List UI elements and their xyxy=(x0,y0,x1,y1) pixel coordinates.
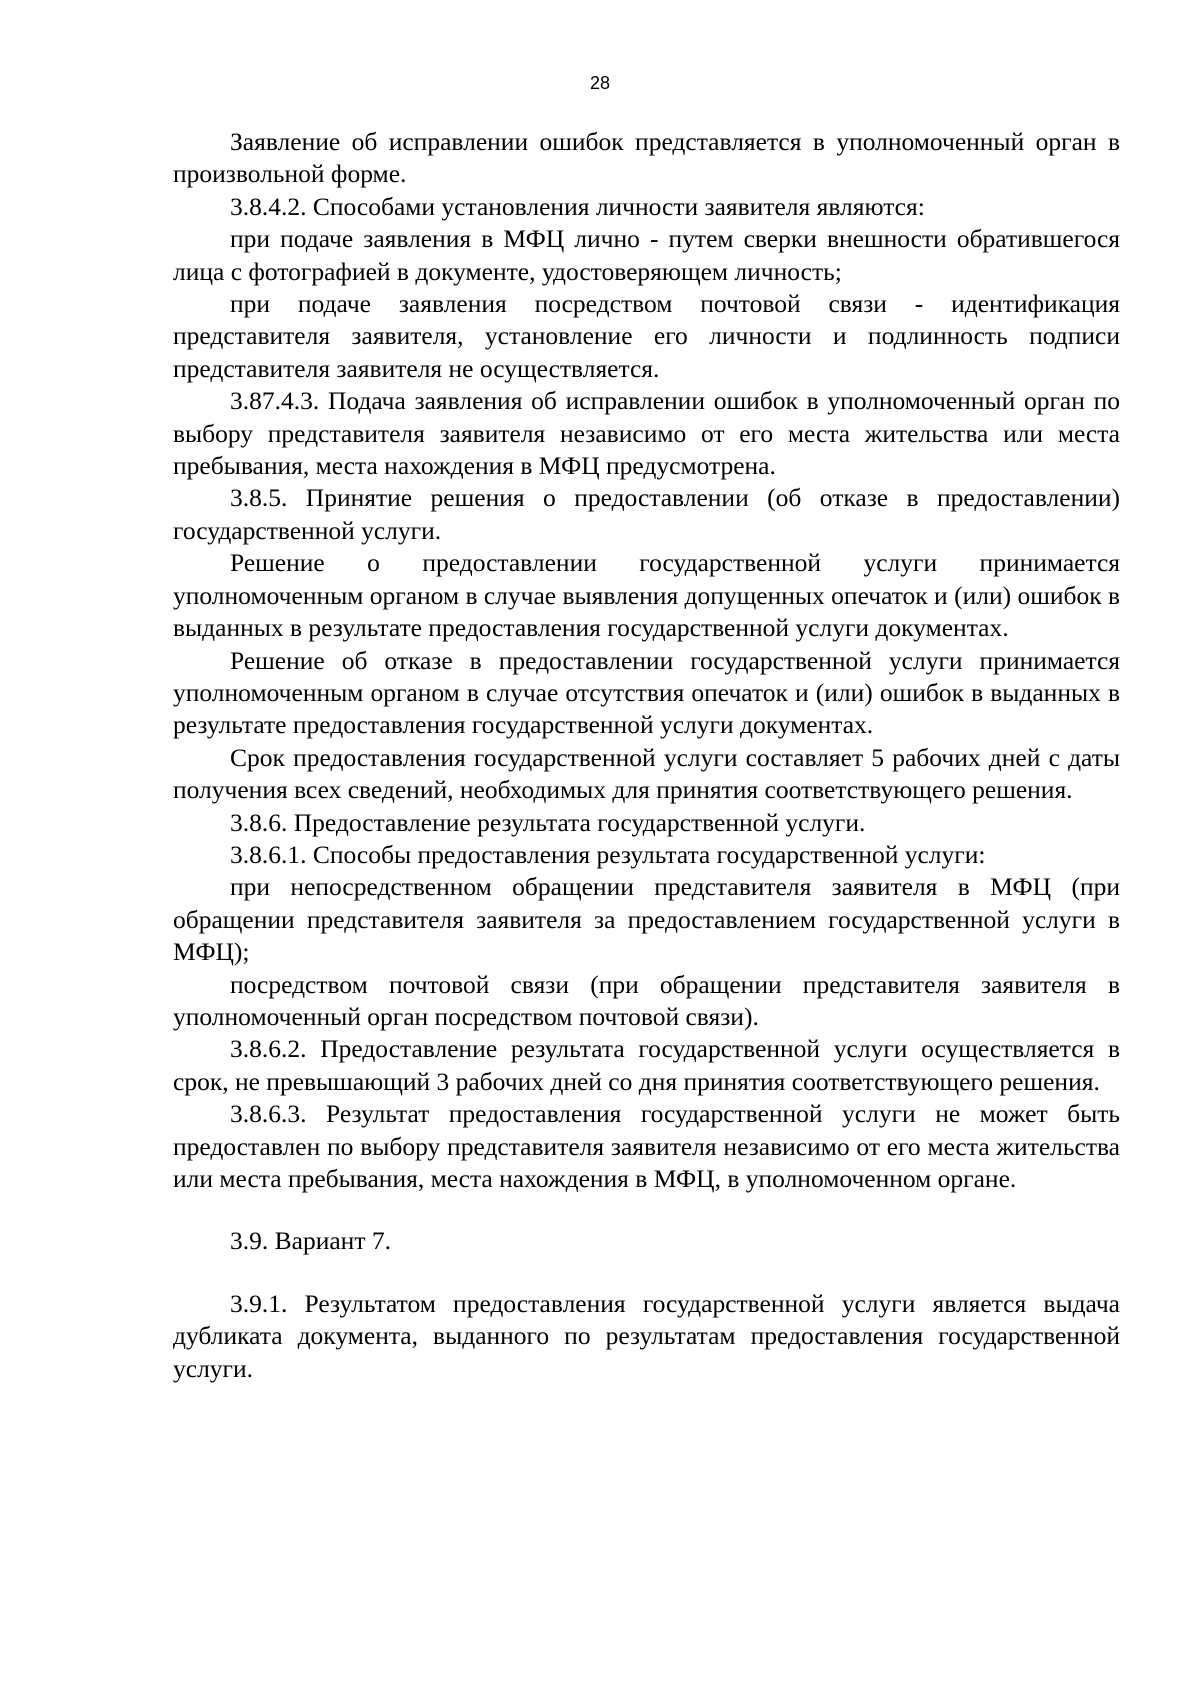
paragraph: 3.8.6.2. Предоставление результата государственной услуги осуществляется в срок, не превышающий 3 рабочих дней со дня принятия соответствующего решения. xyxy=(173,1034,1120,1096)
paragraph: посредством почтовой связи (при обращении представителя заявителя в уполномоченный орган посредством почтовой связи). xyxy=(173,969,1120,1031)
section-heading: 3.9. Вариант 7. xyxy=(230,1226,391,1256)
document-body xyxy=(173,126,1120,1385)
paragraph: 3.87.4.3. Подача заявления об исправлении ошибок в уполномоченный орган по выбору представителя заявителя независимо от его места жительства или места пребывания, места нахождения в МФЦ предусмотрена. xyxy=(173,386,1120,481)
paragraph: Заявление об исправлении ошибок представляется в уполномоченный орган в произвольной форме. xyxy=(173,127,1120,189)
paragraph: Решение об отказе в предоставлении государственной услуги принимается уполномоченным органом в случае отсутствия опечаток и (или) ошибок в выданных в результате предоставления государственной услуги документах. xyxy=(173,645,1120,740)
paragraph: 3.8.6. Предоставление результата государственной услуги. xyxy=(230,807,866,837)
page-number: 28 xyxy=(589,73,611,93)
paragraph: 3.8.5. Принятие решения о предоставлении (об отказе в предоставлении) государственной услуги. xyxy=(173,483,1120,545)
paragraph: 3.9.1. Результатом предоставления государственной услуги является выдача дубликата документа, выданного по результатам предоставления государственной услуги. xyxy=(173,1288,1120,1383)
paragraph: 3.8.6.1. Способы предоставления результата государственной услуги: xyxy=(230,839,986,869)
paragraph: при подаче заявления в МФЦ лично - путем сверки внешности обратившегося лица с фотографией в документе, удостоверяющем личность; xyxy=(173,224,1120,286)
paragraph: Решение о предоставлении государственной услуги принимается уполномоченным органом в случае выявления допущенных опечаток и (или) ошибок в выданных в результате предоставления государственной услуги документах. xyxy=(173,548,1121,643)
paragraph: 3.8.4.2. Способами установления личности заявителя являются: xyxy=(230,191,925,221)
paragraph: 3.8.6.3. Результат предоставления государственной услуги не может быть предоставлен по выбору представителя заявителя независимо от его места жительства или места пребывания, места нахождения в МФЦ, в уполномоченном органе. xyxy=(173,1099,1120,1193)
paragraph: Срок предоставления государственной услуги составляет 5 рабочих дней с даты получения всех сведений, необходимых для принятия соответствующего решения. xyxy=(173,742,1120,805)
paragraph: при непосредственном обращении представителя заявителя в МФЦ (при обращении представителя заявителя за предоставлением государственной услуги в МФЦ); xyxy=(173,872,1120,967)
paragraph: при подаче заявления посредством почтовой связи - идентификация представителя заявителя, установление его личности и подлинность подписи представителя заявителя не осуществляется. xyxy=(173,289,1120,383)
